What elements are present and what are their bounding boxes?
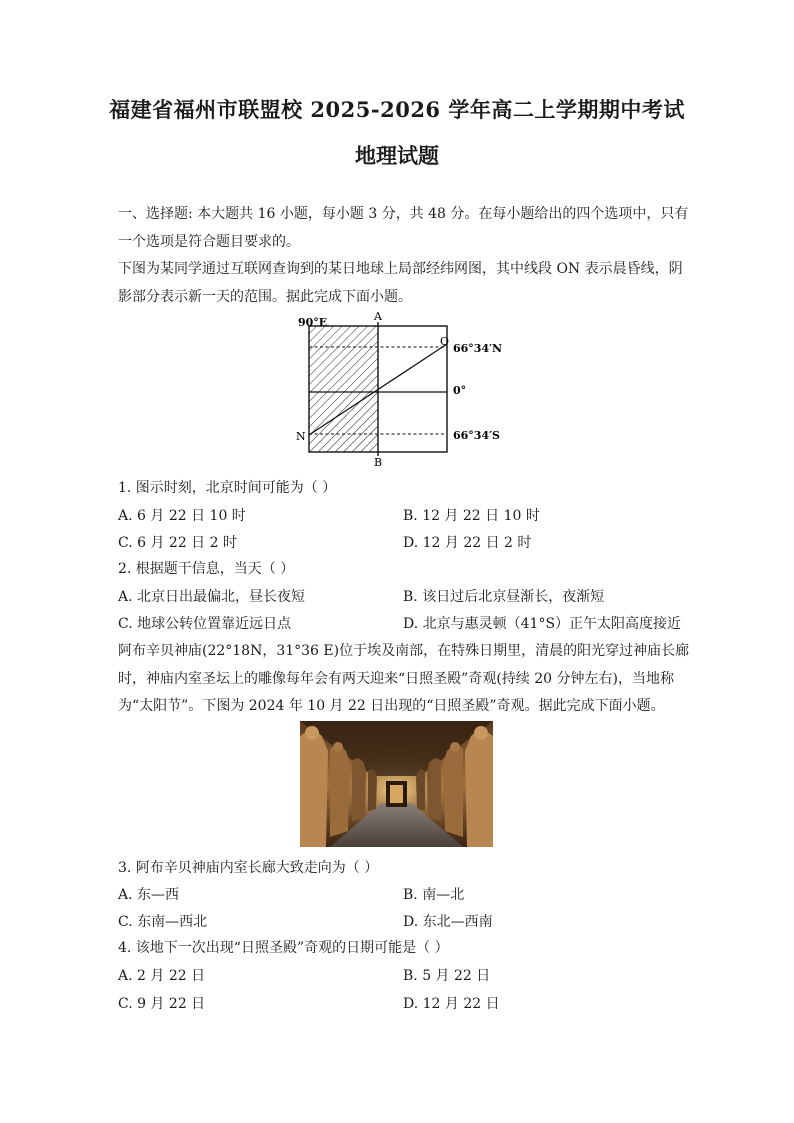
material1-line1: 下图为某同学通过互联网查询到的某日地球上局部经纬网图，其中线段 ON 表示晨昏线，阴 bbox=[118, 261, 683, 277]
temple-photo bbox=[300, 721, 493, 847]
section-intro-line2: 一个选项是符合题目要求的。 bbox=[118, 234, 300, 250]
material2-line1: 阿布辛贝神庙(22°18N，31°36 E)位于埃及南部，在特殊日期里，清晨的阳光穿过神庙长廊 bbox=[118, 643, 690, 659]
question-3-stem: 3. 阿布辛贝神庙内室长廊大致走向为（ ） bbox=[118, 860, 379, 876]
label-66-34-n: 66°34′N bbox=[453, 342, 503, 355]
question-1-option-a[interactable]: A. 6 月 22 日 10 时 bbox=[118, 508, 246, 524]
section-intro-line1: 一、选择题: 本大题共 16 小题，每小题 3 分，共 48 分。在每小题给出的四个选项中，只有 bbox=[118, 206, 689, 222]
question-1-option-d[interactable]: D. 12 月 22 日 2 时 bbox=[403, 535, 532, 551]
label-b: B bbox=[374, 456, 383, 469]
new-day-shading bbox=[309, 326, 378, 452]
label-equator: 0° bbox=[453, 384, 467, 397]
label-90e: 90°E bbox=[298, 316, 328, 329]
question-2-option-d[interactable]: D. 北京与惠灵顿（41°S）正午太阳高度接近 bbox=[403, 616, 682, 632]
question-3-option-a[interactable]: A. 东—西 bbox=[118, 887, 180, 903]
question-2-option-a[interactable]: A. 北京日出最偏北，昼长夜短 bbox=[118, 589, 306, 605]
material2-line2: 时，神庙内室圣坛上的雕像每年会有两天迎来“日照圣殿”奇观(持续 20 分钟左右)，当地称 bbox=[118, 671, 674, 687]
question-2-option-b[interactable]: B. 该日过后北京昼渐长，夜渐短 bbox=[403, 589, 605, 605]
question-3-option-d[interactable]: D. 东北—西南 bbox=[403, 914, 493, 930]
question-1-option-c[interactable]: C. 6 月 22 日 2 时 bbox=[118, 535, 237, 551]
label-o: O bbox=[440, 335, 450, 348]
question-1-option-b[interactable]: B. 12 月 22 日 10 时 bbox=[403, 508, 540, 524]
question-1-stem: 1. 图示时刻，北京时间可能为（ ） bbox=[118, 480, 337, 496]
graticule-diagram bbox=[290, 310, 520, 470]
label-a: A bbox=[374, 310, 382, 323]
question-4-option-b[interactable]: B. 5 月 22 日 bbox=[403, 968, 491, 984]
question-3-option-b[interactable]: B. 南—北 bbox=[403, 887, 465, 903]
material2-line3: 为“太阳节”。下图为 2024 年 10 月 22 日出现的“日照圣殿”奇观。据此完成下面小题。 bbox=[118, 698, 665, 714]
exam-subtitle: 地理试题 bbox=[355, 143, 439, 168]
question-2-stem: 2. 根据题干信息，当天（ ） bbox=[118, 561, 295, 577]
label-66-34-s: 66°34′S bbox=[453, 429, 500, 442]
question-4-option-d[interactable]: D. 12 月 22 日 bbox=[403, 996, 500, 1012]
question-2-option-c[interactable]: C. 地球公转位置靠近远日点 bbox=[118, 616, 292, 632]
exam-title: 福建省福州市联盟校 2025-2026 学年高二上学期期中考试 bbox=[109, 97, 685, 122]
label-n: N bbox=[296, 430, 306, 443]
question-3-option-c[interactable]: C. 东南—西北 bbox=[118, 914, 208, 930]
material1-line2: 影部分表示新一天的范围。据此完成下面小题。 bbox=[118, 289, 412, 305]
question-4-option-a[interactable]: A. 2 月 22 日 bbox=[118, 968, 206, 984]
question-4-option-c[interactable]: C. 9 月 22 日 bbox=[118, 996, 206, 1012]
question-4-stem: 4. 该地下一次出现“日照圣殿”奇观的日期可能是（ ） bbox=[118, 940, 449, 956]
